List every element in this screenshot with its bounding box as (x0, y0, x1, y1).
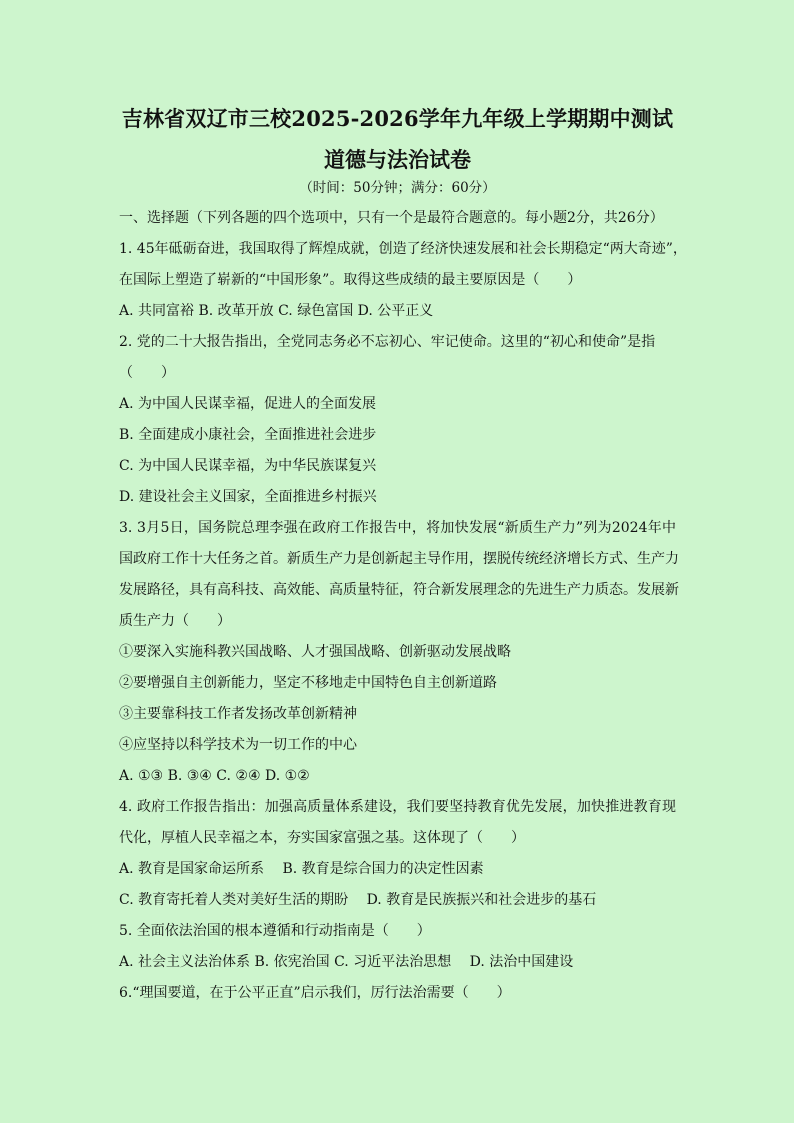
section-heading: 一、选择题（下列各题的四个选项中，只有一个是最符合题意的。每小题2分，共26分） (119, 210, 664, 226)
question-options: A. 社会主义法治体系 B. 依宪治国 C. 习近平法治思想 D. 法治中国建设 (119, 954, 574, 970)
option-a: A. 为中国人民谋幸福，促进人的全面发展 (119, 396, 377, 412)
question-stem-line: 1. 45年砥砺奋进，我国取得了辉煌成就，创造了经济快速发展和社会长期稳定“两大奇迹”， (119, 241, 687, 257)
question-stem-line: 2. 党的二十大报告指出，全党同志务必不忘初心、牢记使命。这里的“初心和使命”是指 (119, 334, 656, 350)
statement-1: ①要深入实施科教兴国战略、人才强国战略、创新驱动发展战略 (119, 644, 511, 660)
option-b: B. 全面建成小康社会，全面推进社会进步 (119, 427, 377, 443)
question-options-cd: C. 教育寄托着人类对美好生活的期盼 D. 教育是民族振兴和社会进步的基石 (119, 892, 597, 908)
question-stem-line: 3. 3月5日，国务院总理李强在政府工作报告中，将加快发展“新质生产力”列为2024年中 (119, 520, 676, 536)
question-5 (119, 916, 676, 978)
exam-body (119, 203, 687, 1009)
question-stem-line: 5. 全面依法治国的根本遵循和行动指南是（ ） (119, 923, 431, 939)
question-stem-line: 4. 政府工作报告指出：加强高质量体系建设，我们要坚持教育优先发展，加快推进教育现 (119, 799, 676, 815)
question-stem-line: （ ） (119, 365, 175, 381)
question-6 (119, 978, 676, 1009)
question-stem-line: 在国际上塑造了崭新的“中国形象”。取得这些成绩的最主要原因是（ ） (119, 272, 582, 288)
statement-2: ②要增强自主创新能力，坚定不移地走中国特色自主创新道路 (119, 675, 497, 691)
question-stem-line: 发展路径，具有高科技、高效能、高质量特征，符合新发展理念的先进生产力质态。发展新 (119, 582, 679, 598)
question-options: A. ①③ B. ③④ C. ②④ D. ①② (119, 768, 310, 784)
exam-subject-title: 道德与法治试卷 (324, 147, 471, 172)
exam-time-score-info: （时间：50分钟；满分：60分） (299, 180, 496, 196)
statement-4: ④应坚持以科学技术为一切工作的中心 (119, 737, 357, 753)
question-options: A. 共同富裕 B. 改革开放 C. 绿色富国 D. 公平正义 (119, 303, 434, 319)
option-d: D. 建设社会主义国家，全面推进乡村振兴 (119, 489, 377, 505)
statement-3: ③主要靠科技工作者发扬改革创新精神 (119, 706, 357, 722)
question-stem-line: 国政府工作十大任务之首。新质生产力是创新起主导作用，摆脱传统经济增长方式、生产力 (119, 551, 679, 567)
question-stem-line: 代化，厚植人民幸福之本，夯实国家富强之基。这体现了（ ） (119, 830, 525, 846)
question-3 (119, 513, 679, 792)
exam-title: 吉林省双辽市三校2025-2026学年九年级上学期期中测试 (121, 106, 674, 131)
question-options-ab: A. 教育是国家命运所系 B. 教育是综合国力的决定性因素 (119, 861, 484, 877)
question-stem-line: 6.“理国要道，在于公平正直”启示我们，厉行法治需要（ ） (119, 985, 511, 1001)
question-stem-line: 质生产力（ ） (119, 613, 231, 629)
question-2 (119, 327, 676, 513)
question-1 (119, 234, 687, 327)
question-4 (119, 792, 676, 916)
option-c: C. 为中国人民谋幸福，为中华民族谋复兴 (119, 458, 377, 474)
